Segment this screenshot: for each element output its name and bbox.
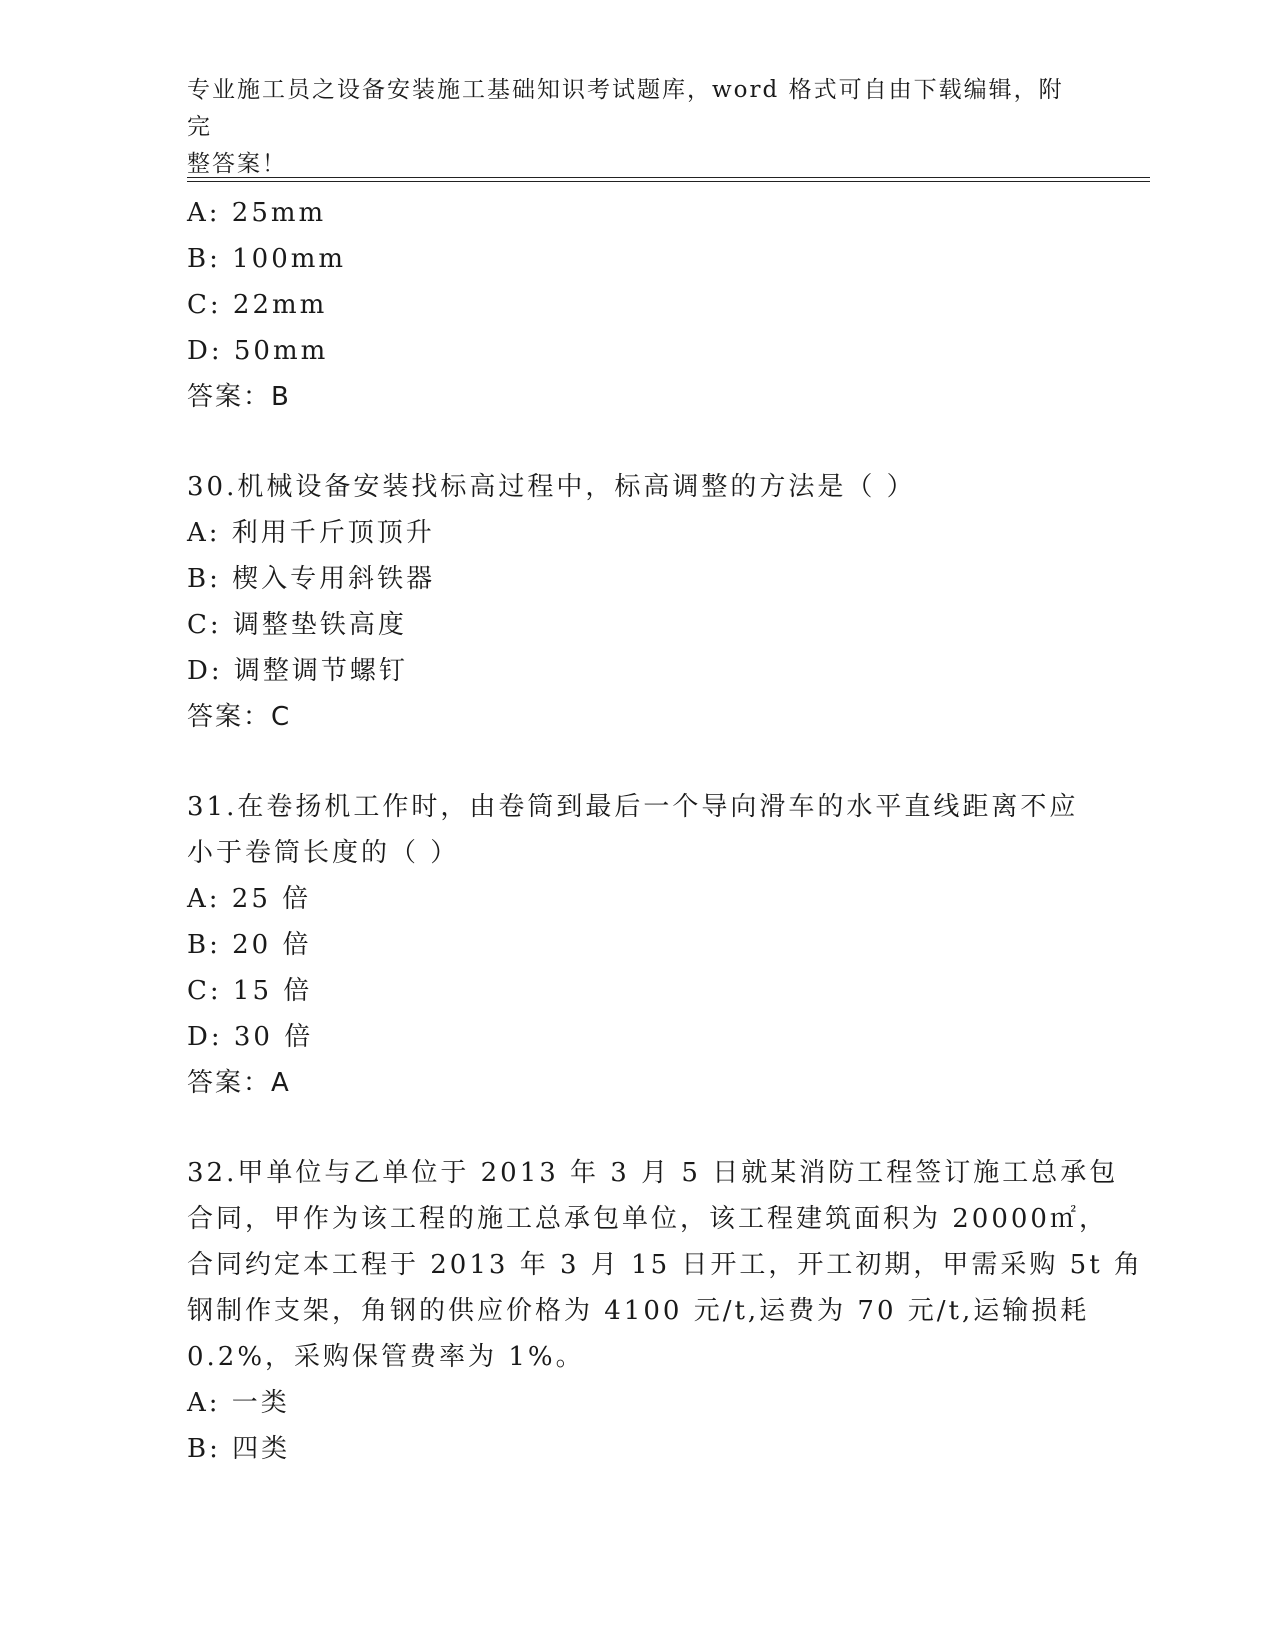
header-divider-bottom: [187, 181, 1150, 182]
option-b: B: 楔入专用斜铁器: [187, 564, 436, 594]
option-a: A: 25 倍: [187, 884, 312, 914]
question-stem-line-2: 小于卷筒长度的（ ）: [187, 838, 460, 868]
question-30: [187, 464, 1087, 740]
question-stem: 30.机械设备安装找标高过程中，标高调整的方法是（ ）: [187, 472, 916, 502]
option-c: C: 22mm: [187, 290, 328, 320]
option-a: A: 一类: [187, 1388, 290, 1418]
option-b: B: 20 倍: [187, 930, 312, 960]
option-b: B: 四类: [187, 1434, 291, 1464]
option-c: C: 调整垫铁高度: [187, 610, 407, 640]
header-line-1: 专业施工员之设备安装施工基础知识考试题库，word 格式可自由下载编辑，附完: [187, 77, 1064, 140]
answer: 答案：A: [187, 1068, 291, 1098]
question-29: [187, 190, 1087, 420]
option-d: D: 50mm: [187, 336, 329, 366]
option-c: C: 15 倍: [187, 976, 313, 1006]
question-32: [187, 1150, 1143, 1472]
question-stem-line-3: 合同约定本工程于 2013 年 3 月 15 日开工，开工初期，甲需采购 5t 角: [187, 1250, 1143, 1280]
option-d: D: 调整调节螺钉: [187, 656, 408, 686]
document-header: [187, 72, 1067, 183]
question-stem-line-5: 0.2%，采购保管费率为 1%。: [187, 1342, 585, 1372]
question-stem-line-2: 合同，甲作为该工程的施工总承包单位，该工程建筑面积为 20000㎡，: [187, 1204, 1108, 1234]
question-stem-line-1: 31.在卷扬机工作时，由卷筒到最后一个导向滑车的水平直线距离不应: [187, 792, 1079, 822]
option-a: A: 利用千斤顶顶升: [187, 518, 435, 548]
answer: 答案：C: [187, 702, 292, 732]
option-b: B: 100mm: [187, 244, 347, 274]
question-31: [187, 784, 1087, 1106]
question-stem-line-1: 32.甲单位与乙单位于 2013 年 3 月 5 日就某消防工程签订施工总承包: [187, 1158, 1119, 1188]
question-list: [187, 190, 1143, 1472]
header-line-2: 整答案！: [187, 151, 287, 177]
option-d: D: 30 倍: [187, 1022, 314, 1052]
answer: 答案：B: [187, 382, 291, 412]
option-a: A: 25mm: [187, 198, 327, 228]
question-stem-line-4: 钢制作支架，角钢的供应价格为 4100 元/t,运费为 70 元/t,运输损耗: [187, 1296, 1090, 1326]
header-divider-top: [187, 177, 1150, 178]
